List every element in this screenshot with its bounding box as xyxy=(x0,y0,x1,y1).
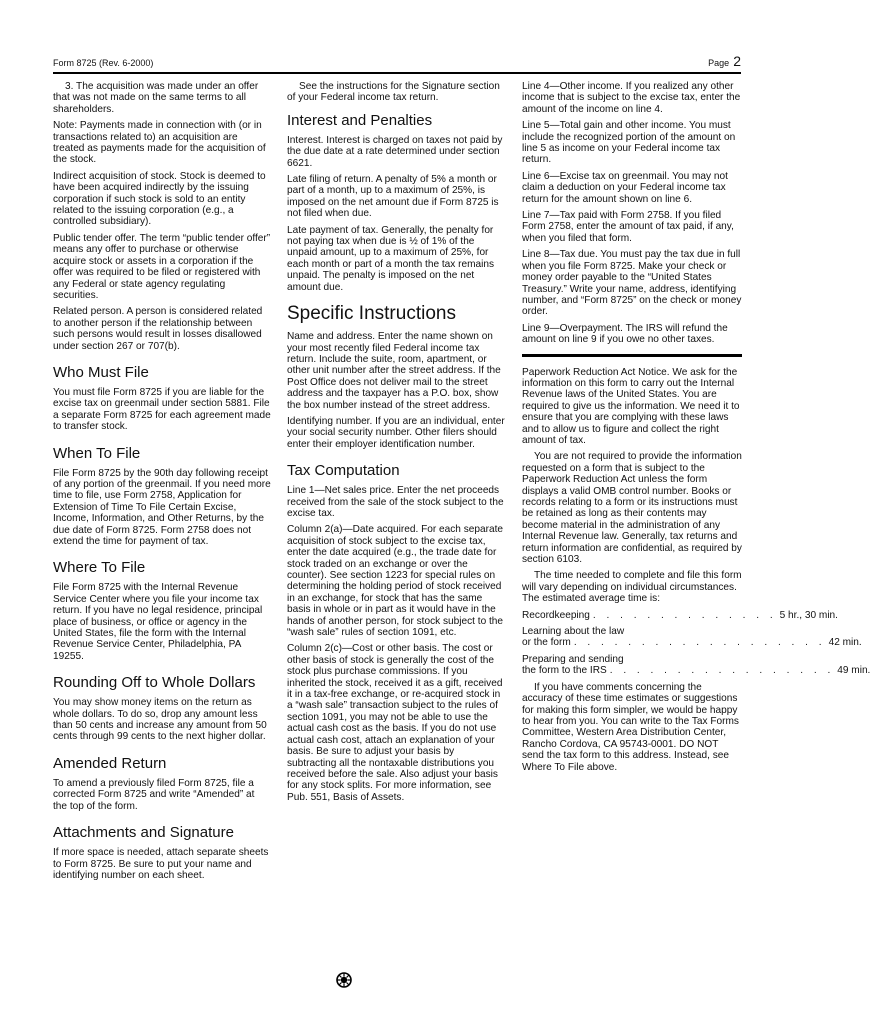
paragraph: Identifying number. If you are an individual, enter your social security number. Other filers should enter their employer identification number. xyxy=(287,415,505,450)
paragraph: File Form 8725 by the 90th day following receipt of any portion of the greenmail. If you need more time to file, use Form 2758, Application for Extension of Time To File Certain Excise, Income, Information, and Other Returns, by the due date of Form 8725. Form 2758 does not extend the time for payment of tax. xyxy=(53,467,271,547)
paragraph: You are not required to provide the information requested on a form that is subject to the Paperwork Reduction Act unless the form displays a valid OMB control number. Books or records relating to a form or its instructions must be retained as long as their contents may become material in the administration of any Internal Revenue law. Generally, tax returns and return information are confidential, as required by section 6103. xyxy=(522,451,742,566)
paragraph: The time needed to complete and file this form will vary depending on individual circumstances. The estimated average time is: xyxy=(522,570,742,605)
paragraph: To amend a previously filed Form 8725, file a corrected Form 8725 and write “Amended” at the top of the form. xyxy=(53,777,255,812)
paragraph: If more space is needed, attach separate sheets to Form 8725. Be sure to put your name and identifying number on each sheet. xyxy=(53,847,269,881)
paragraph: You must file Form 8725 if you are liable for the excise tax on greenmail under section 5881. File a separate Form 8725 for each agreement made to transfer stock. xyxy=(53,386,271,433)
dot-leader: . . . . . . . . . . . . . . . . . xyxy=(609,665,835,677)
paragraph: Late filing of return. A penalty of 5% a month or part of a month, up to a maximum of 25%, is imposed on the net amount due if Form 8725 is not filed when due. xyxy=(287,174,499,220)
heading-when-to-file: When To File xyxy=(53,444,141,462)
section-divider xyxy=(522,354,742,357)
paragraph: Note: Payments made in connection with (or in transactions related to) an acquisition are treated as payments made for the acquisition of the stock. xyxy=(53,120,266,166)
column-left xyxy=(53,81,271,886)
heading-attachments: Attachments and Signature xyxy=(53,824,234,842)
page-header xyxy=(53,52,741,74)
heading-interest-penalties: Interest and Penalties xyxy=(287,111,433,129)
column-middle xyxy=(287,81,505,808)
paragraph: Name and address. Enter the name shown on your most recently filed Federal income tax return. Include the suite, room, apartment, or other unit number after the street address. If the Post Office does not deliver mail to the street address and the taxpayer has a P.O. box, show the box number instead of the street address. xyxy=(287,331,501,411)
paragraph: Paperwork Reduction Act Notice. We ask for the information on this form to carry out the Internal Revenue laws of the United States. You are required to give us the information. We need it to ensure that you are complying with these laws and to allow us to figure and collect the right amount of tax. xyxy=(522,366,740,446)
heading-where-to-file: Where To File xyxy=(53,559,146,577)
heading-who-must-file: Who Must File xyxy=(53,363,149,381)
paragraph: Line 8—Tax due. You must pay the tax due in full when you file Form 8725. Make your check or money order payable to the “United States Treasury.” Write your name, address, identifying number, and “Form 8725” on the check or money order. xyxy=(522,249,742,318)
dot-leader: . . . . . . . . . . . . . . xyxy=(592,609,777,621)
paragraph: Late payment of tax. Generally, the penalty for not paying tax when due is ½ of 1% of the unpaid amount, up to a maximum of 25%, for each month or part of a month the tax remains unpaid. The penalty is imposed on the net amount due. xyxy=(287,224,495,293)
form-id: Form 8725 (Rev. 6-2000) xyxy=(53,58,154,68)
heading-rounding: Rounding Off to Whole Dollars xyxy=(53,674,256,692)
paragraph: File Form 8725 with the Internal Revenue Service Center where you file your income tax return. If you have no legal residence, principal place of business, or office or agency in the United States, file the form with the Internal Revenue Service Center, Philadelphia, PA 19255. xyxy=(53,582,263,662)
heading-tax-computation: Tax Computation xyxy=(287,462,400,480)
paragraph: Column 2(c)—Cost or other basis. The cost or other basis of stock is generally the cost of the stock plus purchase commissions. If you inherited the stock, received it as a gift, received it in a tax-free exchange, or re-acquired stock in a “wash sale” transaction subject to the rules of section 1091, you may not be able to use the actual cash cost as the basis. If you do not use actual cash cost, attach an explanation of your basis. Be sure to adjust your basis by subtracting all the nontaxable distributions you received before the sale. Also adjust your basis for any stock splits. For more information, see Pub. 551, Basis of Assets. xyxy=(287,643,503,803)
time-estimate-learning: Learning about the law or the form . . . . . . . . . . . . . . . . . . . 42 min. xyxy=(522,626,862,649)
paragraph: Line 5—Total gain and other income. You must include the recognized portion of the amount on line 5 as income on your Federal income tax return. xyxy=(522,120,736,166)
paragraph: Line 7—Tax paid with Form 2758. If you filed Form 2758, enter the amount of tax paid, if any, when you filed that form. xyxy=(522,210,734,244)
time-estimate-recordkeeping: Recordkeeping . . . . . . . . . . . . . . 5 hr., 30 min. xyxy=(522,609,838,621)
paragraph: Related person. A person is considered related to another person if the relationship between such persons would result in losses disallowed under section 267 or 707(b). xyxy=(53,306,263,352)
page-number: Page 2 xyxy=(708,53,741,69)
time-estimate-preparing: Preparing and sending the form to the IRS . . . . . . . . . . . . . . . . . 49 min. xyxy=(522,653,870,677)
paragraph: Line 1—Net sales price. Enter the net proceeds received from the sale of the stock subject to the excise tax. xyxy=(287,485,504,519)
paragraph: Column 2(a)—Date acquired. For each separate acquisition of stock subject to the excise tax, enter the date acquired (e.g., the trade date for stock traded on an exchange or over the counter). See section 1223 for special rules on determining the holding period of stock received in an exchange, for stock that has the same basis in whole or in part as it would have in the hands of another person, for stock subject to the “wash sale” rules of section 1091, etc. xyxy=(287,524,504,639)
dot-leader: . . . . . . . . . . . . . . . . . . . xyxy=(573,637,826,649)
paragraph: Interest. Interest is charged on taxes not paid by the due date at a rate determined under section 6621. xyxy=(287,134,503,169)
heading-amended-return: Amended Return xyxy=(53,754,167,772)
paragraph: You may show money items on the return as whole dollars. To do so, drop any amount less than 50 cents and increase any amount from 50 cents through 99 cents to the next higher dollar. xyxy=(53,697,267,743)
heading-specific-instructions: Specific Instructions xyxy=(287,303,456,325)
paragraph: Line 4—Other income. If you realized any other income that is subject to the excise tax, enter the amount of the income on line 4. xyxy=(522,81,741,115)
column-right xyxy=(522,81,870,778)
paragraph: Indirect acquisition of stock. Stock is deemed to have been acquired indirectly by the issuing corporation if such stock is sold to an entity related to the issuing corporation (e.g., a controlled subsidiary). xyxy=(53,170,266,228)
paragraph: If you have comments concerning the accuracy of these time estimates or suggestions for making this form simpler, we would be happy to hear from you. You can write to the Tax Forms Committee, Western Area Distribution Center, Rancho Cordova, CA 95743-0001. DO NOT send the tax form to this address. Instead, see Where To File above. xyxy=(522,681,739,773)
paragraph: Line 9—Overpayment. The IRS will refund the amount on line 9 if you owe no other taxes. xyxy=(522,322,728,346)
paragraph: See the instructions for the Signature section of your Federal income tax return. xyxy=(287,81,500,104)
recycled-paper-icon xyxy=(336,972,352,988)
paragraph: Line 6—Excise tax on greenmail. You may not claim a deduction on your Federal income tax return for the amount shown on line 6. xyxy=(522,170,728,205)
paragraph: 3. The acquisition was made under an offer that was not made on the same terms to all shareholders. xyxy=(53,81,259,115)
paragraph: Public tender offer. The term “public tender offer” means any offer to purchase or otherwise acquire stock or assets in a corporation if the offer was required to be filed or registered with any Federal or state agency regulating securities. xyxy=(53,232,271,301)
